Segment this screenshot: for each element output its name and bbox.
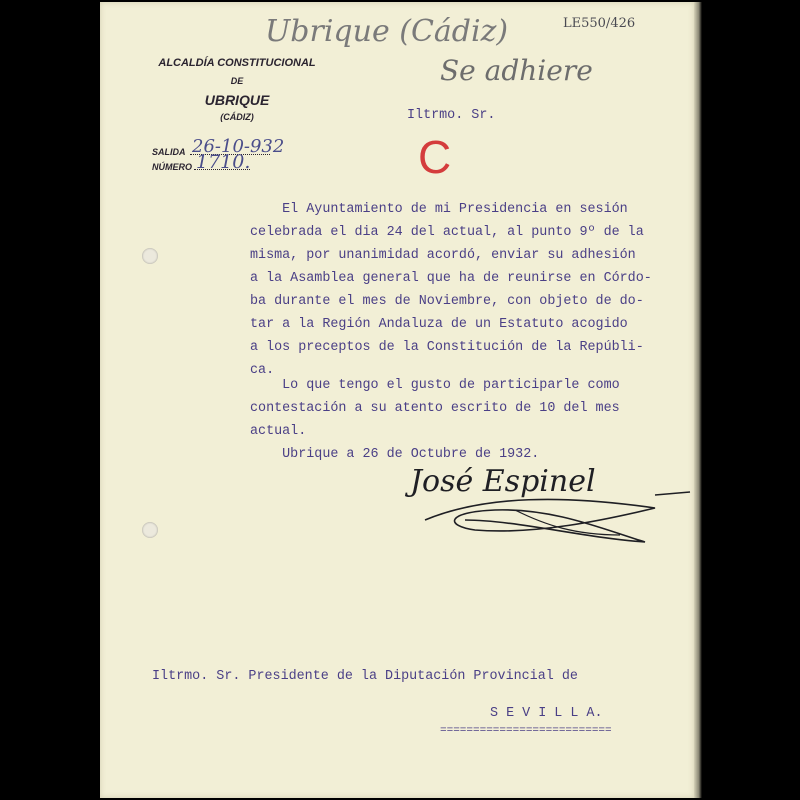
city-underline: ==========================	[440, 725, 612, 737]
page-edge-shadow	[694, 2, 702, 798]
body-line: misma, por unanimidad acordó, enviar su adhesión	[250, 248, 636, 263]
body-line: contestación a su atento escrito de 10 del mes	[250, 401, 620, 416]
document-page	[100, 2, 694, 798]
body-line: El Ayuntamiento de mi Presidencia en sesión	[250, 202, 628, 217]
body-line: a los preceptos de la Constitución de la Repúbli-	[250, 340, 644, 355]
recipient-city: S E V I L L A.	[490, 706, 603, 721]
recipient-line: Iltrmo. Sr. Presidente de la Diputación Provincial de	[152, 669, 578, 684]
numero-label: NÚMERO	[152, 162, 192, 172]
handwritten-location-annotation: Ubrique (Cádiz)	[265, 14, 509, 49]
punch-hole-top	[142, 248, 158, 264]
numero-value: 1710.	[196, 151, 251, 173]
red-c-stamp: C	[418, 131, 452, 183]
handwritten-adhesion-note: Se adhiere	[440, 54, 593, 87]
letterhead-line1: ALCALDÍA CONSTITUCIONAL	[158, 57, 316, 69]
body-line: actual.	[250, 424, 307, 439]
salida-label: SALIDA	[152, 147, 186, 157]
signature: José Espinel	[410, 464, 596, 499]
body-line: celebrada el dia 24 del actual, al punto 9º de la	[250, 225, 644, 240]
archive-reference: LE550/426	[563, 16, 636, 31]
body-line: Ubrique a 26 de Octubre de 1932.	[250, 447, 540, 462]
salutation: Iltrmo. Sr.	[407, 108, 496, 123]
letterhead-province: (CÁDIZ)	[220, 112, 254, 122]
numero-underline	[194, 169, 250, 170]
salida-value: 26-10-932	[192, 136, 285, 157]
letterhead-town: UBRIQUE	[204, 92, 270, 108]
body-line: ca.	[250, 363, 275, 378]
body-line: ba durante el mes de Noviembre, con objeto de do-	[250, 294, 644, 309]
body-line: tar a la Región Andaluza de un Estatuto acogido	[250, 317, 628, 332]
body-line: Lo que tengo el gusto de participarle como	[250, 378, 620, 393]
body-line: a la Asamblea general que ha de reunirse en Córdo-	[250, 271, 652, 286]
letterhead-line2: DE	[230, 76, 244, 86]
punch-hole-bottom	[142, 522, 158, 538]
signature-flourish	[405, 490, 695, 550]
